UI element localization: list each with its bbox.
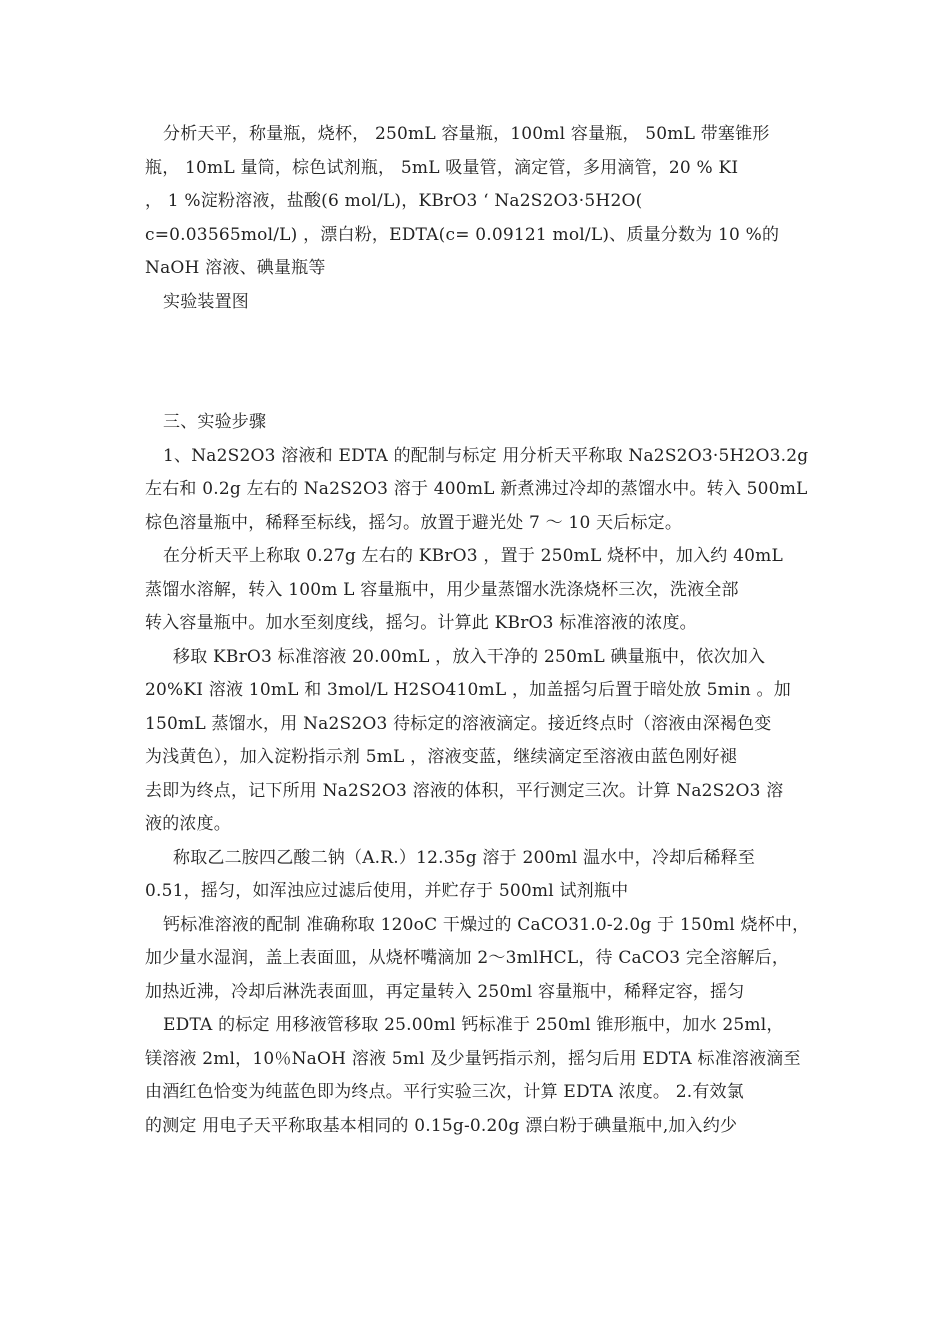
text-line: 为浅黄色），加入淀粉指示剂 5mL ，溶液变蓝，继续滴定至溶液由蓝色刚好褪 bbox=[145, 747, 737, 767]
text-line: 转入容量瓶中。加水至刻度线，摇匀。计算此 KBrO3 标准溶液的浓度。 bbox=[145, 613, 697, 633]
text-line: 镁溶液 2ml，10％NaOH 溶液 5ml 及少量钙指示剂，摇匀后用 EDTA 标准溶液滴至 bbox=[145, 1048, 801, 1069]
text-line: 移取 KBrO3 标准溶液 20.00mL ，放入干净的 250mL 碘量瓶中，依次加入 bbox=[173, 646, 766, 667]
materials-paragraph bbox=[145, 118, 813, 319]
step-paragraph-4 bbox=[145, 842, 813, 909]
text-line: EDTA 的标定 用移液管移取 25.00ml 钙标准于 250ml 锥形瓶中，加水 25ml， bbox=[163, 1015, 784, 1035]
text-line: 左右和 0.2g 左右的 Na2S2O3 溶于 400mL 新煮沸过冷却的蒸馏水中。转入 500mL bbox=[145, 479, 808, 499]
text-line: 1、Na2S2O3 溶液和 EDTA 的配制与标定 用分析天平称取 Na2S2O3·5H2O3.2g bbox=[163, 445, 809, 466]
step-paragraph-5 bbox=[145, 909, 813, 1010]
text-line: 在分析天平上称取 0.27g 左右的 KBrO3 ，置于 250mL 烧杯中，加入约 40mL bbox=[163, 546, 783, 566]
text-line: 由酒红色恰变为纯蓝色即为终点。平行实验三次，计算 EDTA 浓度。 2.有效氯 bbox=[145, 1082, 744, 1102]
text-line: NaOH 溶液、碘量瓶等 bbox=[145, 258, 326, 278]
text-line: c=0.03565mol/L) ，漂白粉，EDTA(c= 0.09121 mol/L)、质量分数为 10 %的 bbox=[145, 224, 780, 245]
text-line: 钙标准溶液的配制 准确称取 120oC 干燥过的 CaCO31.0-2.0g 于 150ml 烧杯中， bbox=[163, 914, 810, 935]
text-line: 150mL 蒸馏水，用 Na2S2O3 待标定的溶液滴定。接近终点时（溶液由深褐色变 bbox=[145, 713, 772, 734]
step-paragraph-6 bbox=[145, 1009, 813, 1143]
text-line: 加热近沸，冷却后淋洗表面皿，再定量转入 250ml 容量瓶中，稀释定容，摇匀 bbox=[145, 981, 745, 1002]
text-line: 称取乙二胺四乙酸二钠（A.R.）12.35g 溶于 200ml 温水中，冷却后稀释至 bbox=[173, 847, 756, 868]
text-line: 0.51，摇匀，如浑浊应过滤后使用，并贮存于 500ml 试剂瓶中 bbox=[145, 881, 629, 901]
text-line: 去即为终点，记下所用 Na2S2O3 溶液的体积，平行测定三次。计算 Na2S2O3 溶 bbox=[145, 780, 784, 801]
text-line: 20%KI 溶液 10mL 和 3mol/L H2SO410mL ，加盖摇匀后置于暗处放 5min 。加 bbox=[145, 680, 791, 700]
text-line: 分析天平，称量瓶，烧杯， 250mL 容量瓶，100ml 容量瓶， 50mL 带塞锥形 bbox=[163, 124, 770, 144]
text-line: ， 1 %淀粉溶液，盐酸(6 mol/L)，KBrO3 ‘ Na2S2O3·5H2O( bbox=[145, 191, 643, 211]
text-line: 棕色溶量瓶中，稀释至标线，摇匀。放置于避光处 7 ～ 10 天后标定。 bbox=[145, 512, 683, 533]
text-line: 液的浓度。 bbox=[145, 814, 231, 834]
step-paragraph-1 bbox=[145, 440, 813, 541]
text-line: 蒸馏水溶解，转入 100m L 容量瓶中，用少量蒸馏水洗涤烧杯三次，洗液全部 bbox=[145, 579, 739, 600]
apparatus-caption: 实验装置图 bbox=[163, 291, 249, 312]
step-paragraph-2 bbox=[145, 540, 813, 641]
text-line: 瓶， 10mL 量筒，棕色试剂瓶， 5mL 吸量管，滴定管，多用滴管，20 % KI bbox=[145, 157, 739, 178]
text-line: 加少量水湿润，盖上表面皿，从烧杯嘴滴加 2～3mlHCL，待 CaCO3 完全溶解后， bbox=[145, 948, 790, 968]
procedure-section bbox=[145, 406, 813, 1143]
text-line: 的测定 用电子天平称取基本相同的 0.15g-0.20g 漂白粉于碘量瓶中,加入约少 bbox=[145, 1115, 738, 1136]
section-heading: 三、实验步骤 bbox=[163, 412, 267, 432]
step-paragraph-3 bbox=[145, 641, 813, 842]
